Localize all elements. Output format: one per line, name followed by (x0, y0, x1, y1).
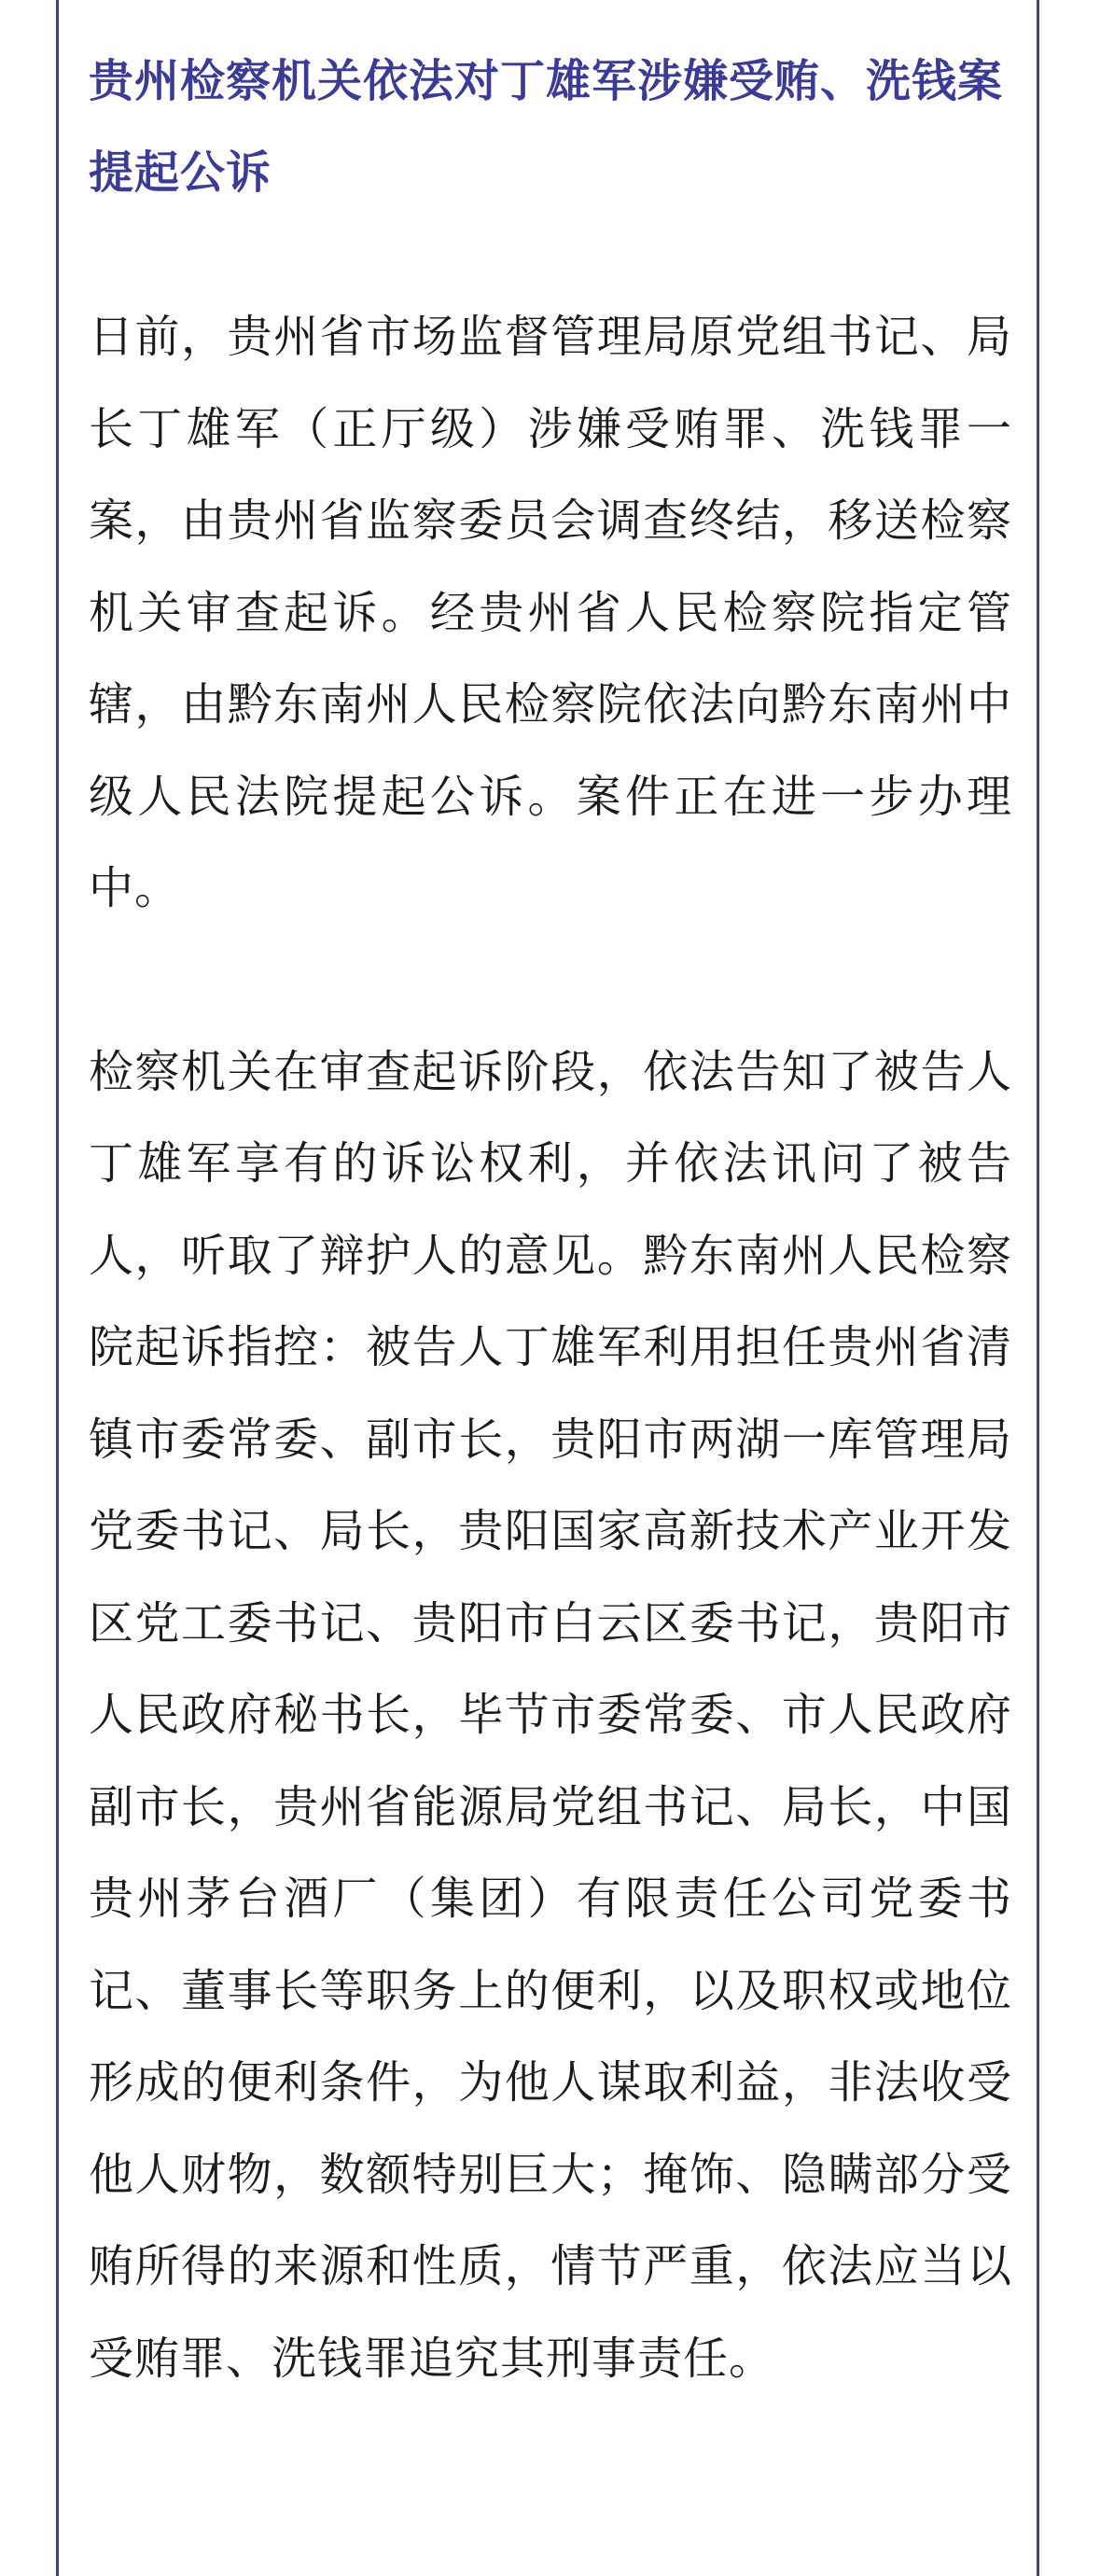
article-paragraph-1: 日前，贵州省市场监督管理局原党组书记、局长丁雄军（正厅级）涉嫌受贿罪、洗钱罪一案，由贵州省监察委员会调查终结，移送检察机关审查起诉。经贵州省人民检察院指定管辖，由黔东南州人民检察院依法向黔东南州中级人民法院提起公诉。案件正在进一步办理中。 (89, 311, 1012, 914)
article-title: 贵州检察机关依法对丁雄军涉嫌受贿、洗钱案提起公诉 (89, 55, 1004, 199)
article-content (89, 35, 1012, 2404)
article-paragraph-2: 检察机关在审查起诉阶段，依法告知了被告人丁雄军享有的诉讼权利，并依法讯问了被告人，听取了辩护人的意见。黔东南州人民检察院起诉指控：被告人丁雄军利用担任贵州省清镇市委常委、副市长，贵阳市两湖一库管理局党委书记、局长，贵阳国家高新技术产业开发区党工委书记、贵阳市白云区委书记，贵阳市人民政府秘书长，毕节市委常委、市人民政府副市长，贵州省能源局党组书记、局长，中国贵州茅台酒厂（集团）有限责任公司党委书记、董事长等职务上的便利，以及职权或地位形成的便利条件，为他人谋取利益，非法收受他人财物，数额特别巨大；掩饰、隐瞒部分受贿所得的来源和性质，情节严重，依法应当以受贿罪、洗钱罪追究其刑事责任。 (89, 1045, 1012, 2385)
